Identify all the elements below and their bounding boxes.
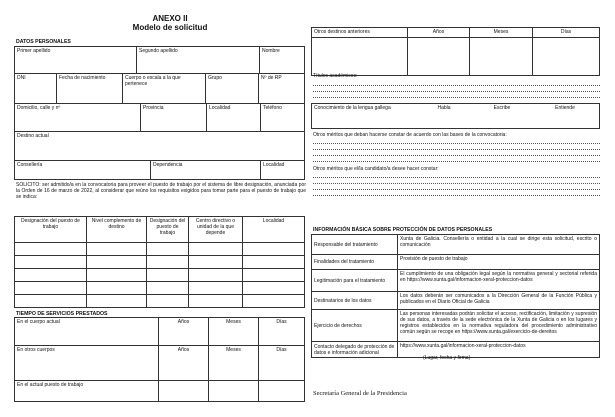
- services-col-years[interactable]: Años: [159, 318, 209, 345]
- table-row[interactable]: [15, 256, 305, 269]
- privacy-key: Responsable del tratamiento: [312, 235, 398, 255]
- table-row[interactable]: [15, 295, 305, 308]
- prev-cell[interactable]: [408, 38, 470, 76]
- degrees-label: Títulos académicos:: [313, 73, 358, 79]
- privacy-row: [312, 255, 600, 270]
- table-row[interactable]: [15, 243, 305, 256]
- jobs-header: Centro directivo o unidad de la que depende: [189, 217, 243, 243]
- field-dependency[interactable]: Dependencia: [151, 161, 261, 179]
- privacy-table: [311, 234, 600, 358]
- field-locality[interactable]: Localidad: [207, 104, 261, 131]
- secretaria-general: Secretaría General de la Presidencia: [313, 390, 407, 397]
- merits-bases-label: Otros méritos que deban hacerse constar de acuerdo con las bases de la convocatoria:: [313, 132, 507, 138]
- place-date-signature: (Lugar, fecha y firma): [423, 355, 471, 361]
- field-province[interactable]: Provincia: [141, 104, 207, 131]
- services-row-label: En el actual puesto de trabajo: [15, 381, 159, 401]
- privacy-key: Contacto delegado de protección de datos e información adicional: [312, 342, 398, 358]
- services-box: [14, 317, 305, 402]
- services-row-label: En otros cuerpos: [15, 346, 159, 380]
- privacy-row: [312, 270, 600, 292]
- galician-understand: Entiende: [555, 105, 575, 111]
- jobs-table: [14, 216, 305, 308]
- privacy-key: Finalidades del tratamiento: [312, 255, 398, 270]
- services-col-months[interactable]: Meses: [209, 346, 259, 380]
- previous-posts-label: Otros destinos anteriores: [312, 28, 408, 37]
- previous-posts-box: [311, 27, 600, 76]
- prev-cell[interactable]: [470, 38, 533, 76]
- merits-other-lines[interactable]: [313, 172, 600, 196]
- field-first-surname[interactable]: Primer apellido: [15, 47, 137, 73]
- merits-other-label: Otros méritos que el/la candidato/a desee hacer constar:: [313, 166, 439, 172]
- privacy-value: Xunta de Galicia. Consellería o entidad a la cual se dirige esta solicitud, escrito o comunicación: [398, 235, 600, 255]
- services-section-title: TIEMPO DE SERVICIOS PRESTADOS: [16, 311, 108, 317]
- field-current-post[interactable]: Destino actual: [17, 133, 49, 139]
- services-cell[interactable]: [259, 381, 304, 401]
- table-row[interactable]: [15, 269, 305, 282]
- galician-write: Escribe: [493, 105, 511, 111]
- privacy-value: Provisión de puesto de trabajo: [398, 255, 600, 270]
- jobs-header: Designación del puesto de trabajo: [147, 217, 189, 243]
- field-corps[interactable]: Cuerpo o escala a la que pertenece: [123, 74, 206, 103]
- degrees-lines[interactable]: [313, 80, 600, 98]
- field-second-surname[interactable]: Segundo apellido: [137, 47, 260, 73]
- prev-col-days: Días: [560, 29, 572, 35]
- solicito-text: SOLICITO: ser admitido/a en la convocatoria para proveer el puesto de trabajo por el sistema de libre designación, anunciada por la Orden de 16 de marzo de 2022, al considerar que reúno los requisitos exigidos para tomar parte para el puesto de trabajo que se indica:: [16, 182, 306, 200]
- personal-section-title: DATOS PERSONALES: [16, 39, 71, 45]
- privacy-key: Legitimación para el tratamiento: [312, 270, 398, 292]
- prev-col-months: Meses: [470, 28, 533, 37]
- privacy-key: Destinatarios de los datos: [312, 292, 398, 310]
- services-col-months[interactable]: Meses: [209, 318, 259, 345]
- privacy-row: [312, 235, 600, 255]
- services-col-days[interactable]: Días: [276, 347, 287, 353]
- services-col-days[interactable]: Días: [276, 319, 287, 325]
- prev-col-years: Años: [408, 28, 470, 37]
- privacy-value[interactable]: https://www.xunta.gal/informacion-xeral-proteccion-datos: [398, 342, 600, 358]
- field-group[interactable]: Grupo: [206, 74, 259, 103]
- privacy-row: [312, 310, 600, 342]
- jobs-header: Nivel complemento de destino: [87, 217, 147, 243]
- privacy-row: [312, 292, 600, 310]
- field-dni[interactable]: DNI: [15, 74, 57, 103]
- prev-cell[interactable]: [312, 38, 408, 76]
- jobs-header: Designación del puesto de trabajo: [15, 217, 87, 243]
- prev-cell[interactable]: [533, 38, 599, 76]
- galician-box: [311, 103, 600, 129]
- privacy-key: Ejercicio de derechos: [312, 310, 398, 342]
- privacy-value[interactable]: El cumplimiento de una obligación legal según la normativa general y sectorial referida en https://www.xunta.gal/informacion-xeral-proteccion-datos: [398, 270, 600, 292]
- field-address[interactable]: Domicilio, calle y nº: [15, 104, 141, 131]
- form-title: Modelo de solicitud: [132, 23, 208, 32]
- services-cell[interactable]: [159, 381, 209, 401]
- privacy-value[interactable]: Las personas interesadas podrán solicitar el acceso, rectificación, limitación y supresión de sus datos, a través de la sede electrónica de la Xunta de Galicia o en los lugares y registros establecidos en la normativa reguladora del procedimiento administrativo común según se recoge en https://www.xunta.gal/exercicio-de-dereitos: [398, 310, 600, 342]
- privacy-value: Los datos deberán ser comunicados a la Dirección General de la Función Pública y publicados en el Diario Oficial de Galicia: [398, 292, 600, 310]
- field-name[interactable]: Nombre: [262, 48, 280, 54]
- galician-label: Conocimiento de la lengua gallega: [314, 105, 391, 111]
- galician-speak: Habla: [437, 105, 451, 111]
- services-row-label: En el cuerpo actual: [15, 318, 159, 345]
- field-department[interactable]: Consellería: [15, 161, 151, 179]
- field-locality-2[interactable]: Localidad: [263, 162, 285, 168]
- jobs-header: Localidad: [243, 217, 305, 243]
- services-cell[interactable]: [209, 381, 259, 401]
- field-phone[interactable]: Teléfono: [263, 105, 282, 111]
- table-row[interactable]: [15, 282, 305, 295]
- field-rp-number[interactable]: Nº de RP: [261, 75, 282, 81]
- field-birthdate[interactable]: Fecha de nacimiento: [57, 74, 123, 103]
- annex-label: ANEXO II: [152, 14, 188, 23]
- services-col-years[interactable]: Años: [159, 346, 209, 380]
- personal-data-box: [14, 46, 305, 180]
- merits-bases-lines[interactable]: [313, 138, 600, 162]
- privacy-section-title: INFORMACIÓN BÁSICA SOBRE PROTECCIÓN DE DATOS PERSONALES: [313, 227, 493, 233]
